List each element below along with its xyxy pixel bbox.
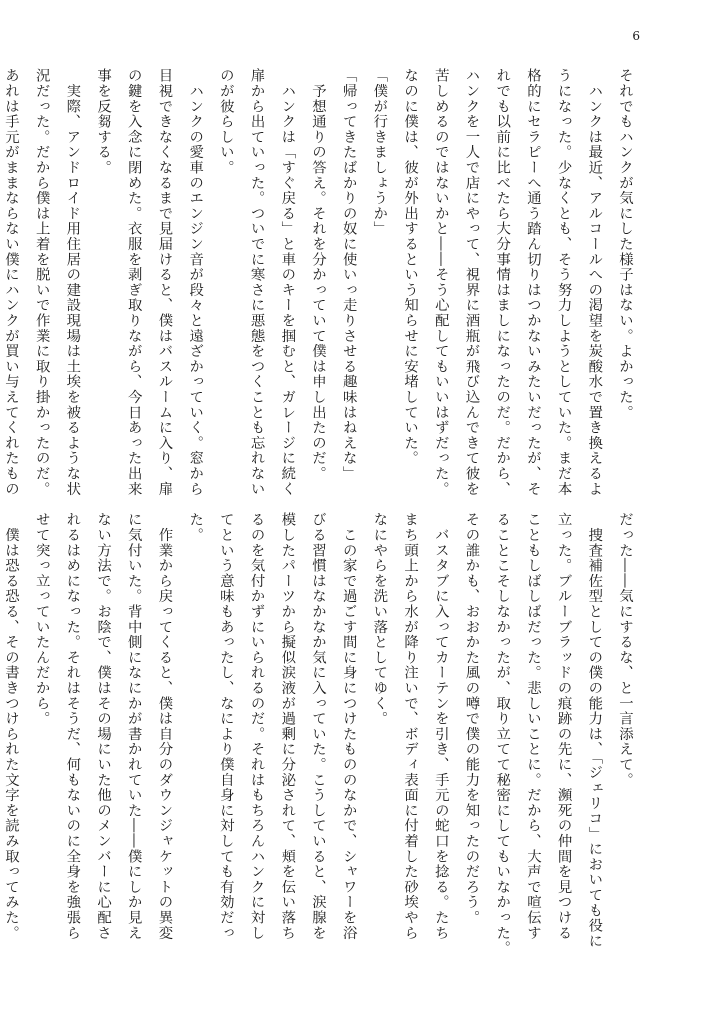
text-line: まち頭上から水が降り注いで、ボディ表面に付着した砂埃やら xyxy=(402,512,419,941)
text-line: ハンクは「すぐ戻る」と車のキーを掴むと、ガレージに続く xyxy=(279,68,296,497)
text-line: その誰かも、おおかた風の噂で僕の能力を知ったのだろう。 xyxy=(463,512,480,926)
text-line: に気付いた。背中側になにかが書かれていた――僕にしか見え xyxy=(125,512,142,941)
text-line: ハンクは最近、アルコールへの渇望を炭酸水で置き換えるよ xyxy=(586,68,603,497)
text-line: この家で過ごす間に身につけたもののなかで、シャワーを浴 xyxy=(340,512,357,941)
text-line: ハンクを一人で店にやって、視界に酒瓶が飛び込んできて彼を xyxy=(463,68,480,497)
text-line: うになった。少なくとも、そう努力しようとしていた。まだ本 xyxy=(555,68,572,497)
text-line: だった――気にするな、と一言添えて。 xyxy=(617,512,633,788)
text-line: なにやらを洗い落としてゆく。 xyxy=(371,512,388,727)
text-line: 「僕が行きましょうか」 xyxy=(371,68,388,237)
text-line: 事を反芻する。 xyxy=(95,68,112,176)
text-line: なのに僕は、彼が外出するという知らせに安堵していた。 xyxy=(402,68,419,466)
text-line: れでも以前に比べたら大分事情はましになったのだ。だから、 xyxy=(494,68,511,497)
text-line: のが彼らしい。 xyxy=(217,68,234,176)
text-line: 予想通りの答え。それを分かっていて僕は申し出たのだ。 xyxy=(309,68,326,482)
text-line: あれは手元がままならない僕にハンクが買い与えてくれたもの xyxy=(2,68,19,497)
text-line: 立った。ブルーブラッドの痕跡の先に、瀕死の仲間を見つける xyxy=(555,512,572,941)
text-line: 況だった。だから僕は上着を脱いで作業に取り掛かったのだ。 xyxy=(33,68,50,497)
text-line: 格的にセラピーへ通う踏ん切りはつかないみたいだったが、そ xyxy=(524,68,541,497)
text-line: 「帰ってきたばかりの奴に使いっ走りさせる趣味はねえな」 xyxy=(340,68,357,482)
text-line: ない方法で。お陰で、僕はその場にいた他のメンバーに心配さ xyxy=(95,512,112,941)
text-line: 目視できなくなるまで見届けると、僕はバスルームに入り、扉 xyxy=(156,68,173,497)
text-line: の鍵を入念に閉めた。衣服を剥ぎ取りながら、今日あった出来 xyxy=(125,68,142,497)
text-line: 捜査補佐型としての僕の能力は、「ジェリコ」においても役に xyxy=(586,512,603,949)
text-line: 僕は恐る恐る、その書きつけられた文字を読み取ってみた。 xyxy=(2,512,19,941)
text-line: ることこそしなかったが、取り立てて秘密にしてもいなかった。 xyxy=(494,512,511,956)
page-number: 6 xyxy=(632,29,640,43)
text-line: せて突っ立っていたんだから。 xyxy=(33,512,50,727)
text-line: た。 xyxy=(187,512,204,543)
text-line: 作業から戻ってくると、僕は自分のダウンジャケットの異変 xyxy=(156,512,173,941)
text-line: れるはめになった。それはそうだ、何もないのに全身を強張ら xyxy=(64,512,81,941)
text-block-top xyxy=(2,68,640,497)
text-line: 扉から出ていった。ついでに寒さに悪態をつくことも忘れない xyxy=(248,68,265,497)
text-block-bottom xyxy=(2,512,640,956)
text-line: びる習慣はなかなか気に入っていた。こうしていると、涙腺を xyxy=(309,512,326,941)
text-line: 模したパーツから擬似涙液が過剰に分泌されて、頬を伝い落ち xyxy=(279,512,296,941)
text-line: こともしばしばだった。悲しいことに。だから、大声で喧伝す xyxy=(524,512,541,941)
text-line: てという意味もあったし、なにより僕自身に対しても有効だっ xyxy=(217,512,234,941)
text-line: 実際、アンドロイド用住居の建設現場は土埃を被るような状 xyxy=(64,68,81,497)
text-line: バスタブに入ってカーテンを引き、手元の蛇口を捻る。たち xyxy=(432,512,449,941)
text-line: るのを気付かずにいられるのだ。それはもちろんハンクに対し xyxy=(248,512,265,941)
text-line: 苦しめるのではないかと――そう心配してもいいはずだった。 xyxy=(432,68,449,497)
text-line: ハンクの愛車のエンジン音が段々と遠ざかっていく。窓から xyxy=(187,68,204,497)
text-line: それでもハンクが気にした様子はない。よかった。 xyxy=(617,68,633,420)
